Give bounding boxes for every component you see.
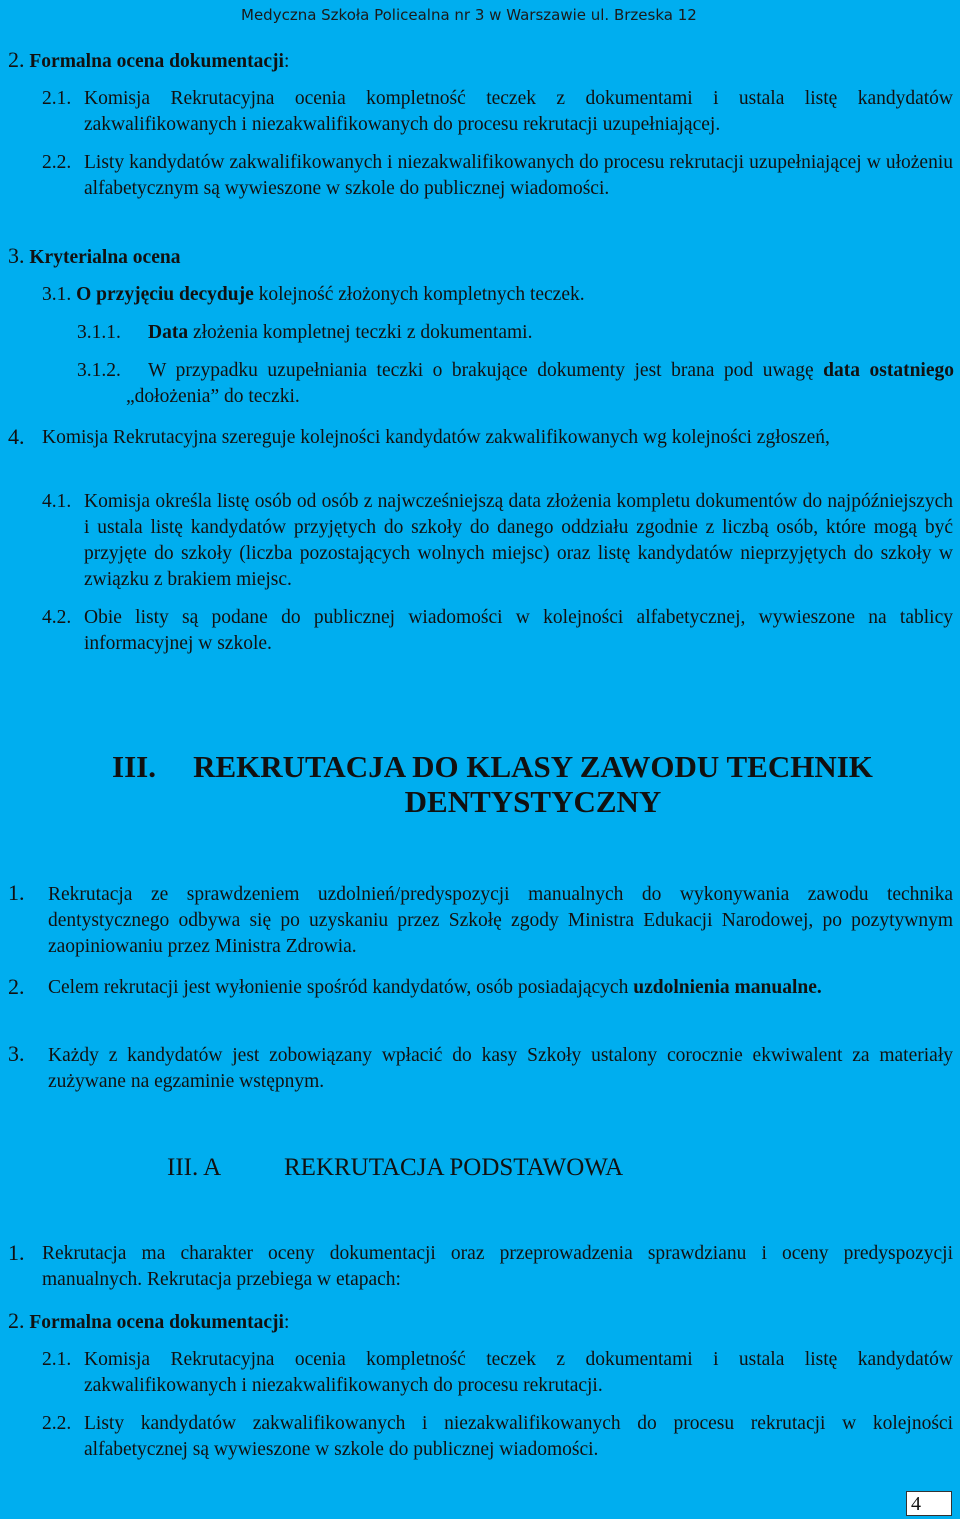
item-3-1-2 <box>126 358 954 410</box>
item-3-1-2-text: W przypadku uzupełniania teczki o brakujące dokumenty jest brana pod uwagę <box>148 360 824 381</box>
item-4-1-text: Komisja określa listę osób od osób z najwcześniejszą data złożenia kompletu dokumentów do najpóźniejszych i ustala listę kandydatów przyjętych do szkoły do danego oddziału zgodnie z liczbą osób, które mogą być przyjęte do szkoły (liczba pozostających wolnych miejsc) oraz listę kandydatów nieprzyjętych do szkoły w związku z brakiem miejsc. <box>84 491 953 590</box>
iii-item-2-number: 2. <box>8 974 25 999</box>
item-2-2-number: 2.2. <box>42 152 72 173</box>
section-4-number: 4. <box>8 424 25 449</box>
iiia-item-2-1-text: Komisja Rekrutacyjna ocenia kompletność teczek z dokumentami i ustala listę kandydatów zakwalifikowanych i niezakwalifikowanych do procesu rekrutacji. <box>84 1349 953 1396</box>
item-4-1-number: 4.1. <box>42 491 72 512</box>
section-iii-title-line1: REKRUTACJA DO KLASY ZAWODU TECHNIK <box>193 749 873 784</box>
section-2-number: 2. <box>8 47 25 72</box>
item-3-1-1-bold: Data <box>148 322 189 343</box>
iiia-item-1-text: Rekrutacja ma charakter oceny dokumentacji oraz przeprowadzenia sprawdzianu i oceny predyspozycji manualnych. Rekrutacja przebiega w etapach: <box>42 1243 953 1290</box>
section-2-heading: 2. Formalna ocena dokumentacji: <box>8 47 290 72</box>
iii-item-2-text: Celem rekrutacji jest wyłonienie spośród kandydatów, osób posiadających <box>48 977 634 998</box>
iii-item-1-number: 1. <box>8 880 25 905</box>
iiia-item-2-1-number: 2.1. <box>42 1349 72 1370</box>
section-iii-number: III. <box>112 749 156 784</box>
section-3-heading <box>8 243 948 271</box>
item-3-1-1 <box>148 320 948 346</box>
iiia-item-2-number: 2. <box>8 1308 25 1333</box>
item-3-1-2-bold: data ostatniego <box>823 360 955 381</box>
item-3-1-bold: O przyjęciu decyduje <box>76 284 254 305</box>
section-iii-title-line2: DENTYSTYCZNY <box>404 784 662 819</box>
item-3-1 <box>42 282 942 308</box>
item-3-1-2-number: 3.1.2. <box>77 360 121 381</box>
iiia-item-2-2-number: 2.2. <box>42 1413 72 1434</box>
item-3-1-number: 3.1. <box>42 284 72 305</box>
iiia-item-2-heading: 2. Formalna ocena dokumentacji: <box>8 1308 290 1333</box>
item-2-1-number: 2.1. <box>42 88 72 109</box>
iiia-item-1-number: 1. <box>8 1240 25 1265</box>
iii-item-2-bold: uzdolnienia manualne. <box>633 977 822 998</box>
iiia-item-2-title: Formalna ocena dokumentacji <box>29 1312 284 1333</box>
item-4-2-number: 4.2. <box>42 607 72 628</box>
section-iii-title <box>170 749 896 819</box>
item-2-1-text: Komisja Rekrutacyjna ocenia kompletność teczek z dokumentami i ustala listę kandydatów zakwalifikowanych i niezakwalifikowanych do procesu rekrutacji uzupełniającej. <box>84 88 953 135</box>
page-number: 4 <box>906 1491 952 1516</box>
section-4-text: Komisja Rekrutacyjna szereguje kolejności kandydatów zakwalifikowanych wg kolejności zgłoszeń, <box>42 427 830 448</box>
section-3-number: 3. <box>8 243 25 268</box>
section-3-title: Kryterialna ocena <box>29 247 181 268</box>
iii-item-3-text: Każdy z kandydatów jest zobowiązany wpłacić do kasy Szkoły ustalony corocznie ekwiwalent za materiały zużywane na egzaminie wstępnym. <box>48 1045 953 1092</box>
item-3-1-text: kolejność złożonych kompletnych teczek. <box>253 284 585 305</box>
item-3-1-2-tail: „dołożenia” do teczki. <box>126 386 300 407</box>
item-2-2-text: Listy kandydatów zakwalifikowanych i niezakwalifikowanych do procesu rekrutacji uzupełniającej w ułożeniu alfabetycznym są wywieszone w szkole do publicznej wiadomości. <box>84 152 953 199</box>
section-iii-a-number: III. A <box>167 1154 222 1181</box>
section-2-title: Formalna ocena dokumentacji <box>29 51 284 72</box>
page-header: Medyczna Szkoła Policealna nr 3 w Warszawie ul. Brzeska 12 <box>241 6 697 24</box>
item-3-1-1-text: złożenia kompletnej teczki z dokumentami. <box>188 322 533 343</box>
item-4-2-text: Obie listy są podane do publicznej wiadomości w kolejności alfabetycznej, wywieszone na tablicy informacyjnej w szkole. <box>84 607 953 654</box>
iiia-item-2-2-text: Listy kandydatów zakwalifikowanych i niezakwalifikowanych do procesu rekrutacji w kolejności alfabetycznej są wywieszone w szkole do publicznej wiadomości. <box>84 1413 953 1460</box>
iii-item-3-number: 3. <box>8 1041 25 1066</box>
item-3-1-1-number: 3.1.1. <box>77 322 121 343</box>
iii-item-2 <box>48 975 953 1001</box>
iii-item-1-text: Rekrutacja ze sprawdzeniem uzdolnień/predyspozycji manualnych do wykonywania zawodu technika dentystycznego odbywa się po uzyskaniu przez Szkołę zgody Ministra Edukacji Narodowej, po pozytywnym zaopiniowaniu przez Ministra Zdrowia. <box>48 884 953 957</box>
section-iii-a-title: REKRUTACJA PODSTAWOWA <box>284 1154 624 1181</box>
